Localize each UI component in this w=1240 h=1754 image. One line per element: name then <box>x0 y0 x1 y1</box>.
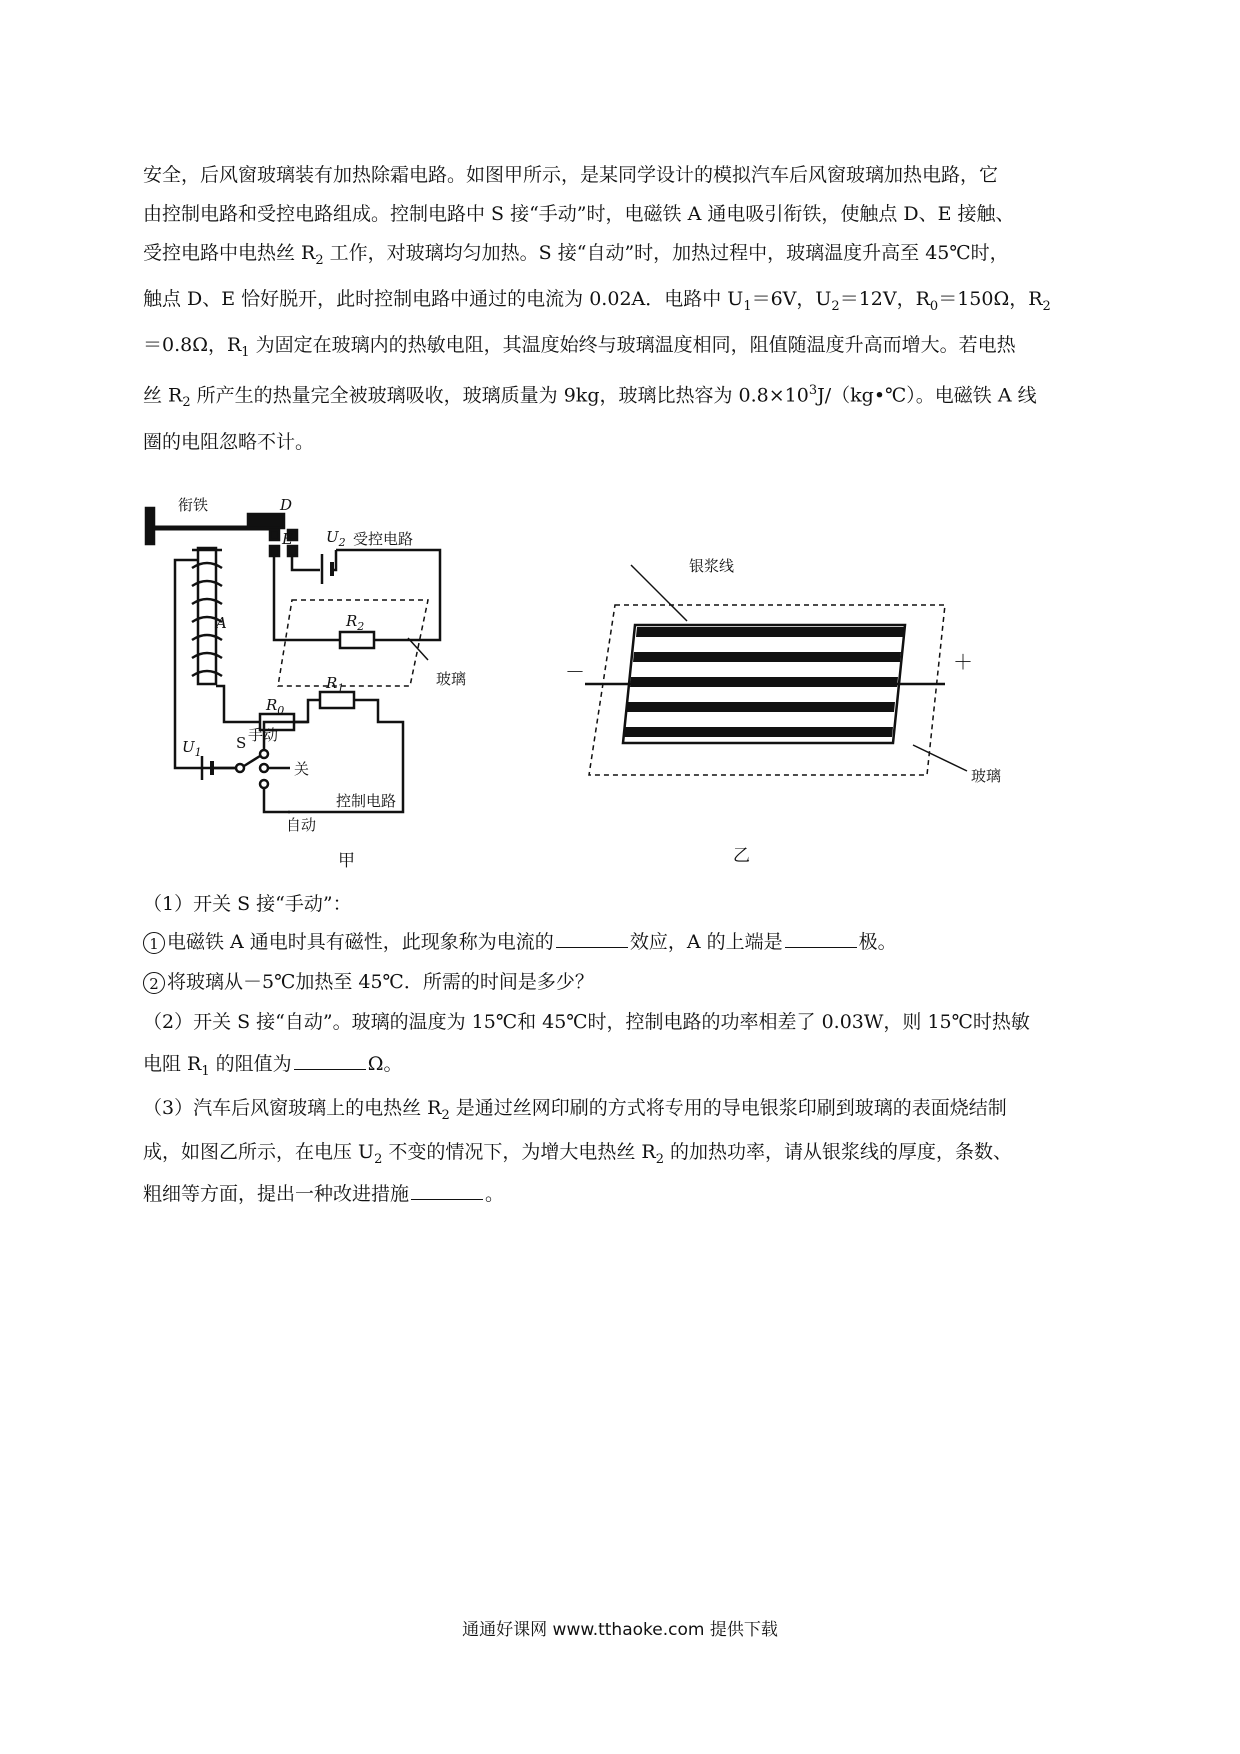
label-silver-line: 银浆线 <box>689 557 735 575</box>
question-1-part-2: 2 将玻璃从－5℃加热至 45℃．所需的时间是多少？ <box>143 968 594 996</box>
question-3-line-1: （3）汽车后风窗玻璃上的电热丝 $R_2$ 是通过丝网印刷的方式将专用的导电银浆印刷到玻璃的表面烧结制 <box>143 1097 1007 1123</box>
label-d: D <box>280 496 293 514</box>
electromagnet-coil <box>192 550 222 676</box>
label-a: A <box>216 614 227 632</box>
label-plus: ＋ <box>953 650 973 674</box>
silver-lines <box>624 627 904 737</box>
figure-yi-glass <box>565 545 1005 870</box>
figure-jia-circuit <box>140 490 560 875</box>
label-u1-subscript: 1 <box>194 746 202 759</box>
label-r2-subscript: 2 <box>357 620 365 633</box>
label-r1-subscript: 1 <box>337 682 345 695</box>
answer-blank-resistance[interactable] <box>294 1051 366 1070</box>
label-r0-subscript: 0 <box>277 704 285 717</box>
circled-number-1: 1 <box>143 932 165 954</box>
switch-s-pivot <box>236 764 244 772</box>
resistor-r2 <box>340 632 374 648</box>
figure-jia-caption: 甲 <box>338 851 355 871</box>
answer-blank-measure[interactable] <box>411 1181 483 1200</box>
label-glass: 玻璃 <box>436 670 467 688</box>
contact-d <box>270 530 279 540</box>
intro-line-4: 触点 D、E 恰好脱开，此时控制电路中通过的电流为 0.02A．电路中 $U_1=6V$，$U_2=12V$，$R_0=150\Omega$，$R_2$ <box>143 287 1051 314</box>
page-footer: 通通好课网 www.tthaoke.com 提供下载 <box>462 1620 778 1640</box>
intro-line-6: 丝 $R_2$ 所产生的热量完全被玻璃吸收，玻璃质量为 9kg，玻璃比热容为 $0.8\times 10^3J/(kg•℃)$。电磁铁 A 线 <box>143 383 1037 411</box>
label-armature: 衔铁 <box>178 496 209 514</box>
intro-line-1: 安全，后风窗玻璃装有加热除霜电路。如图甲所示，是某同学设计的模拟汽车后风窗玻璃加热电路，它 <box>143 164 999 186</box>
label-minus: － <box>565 660 585 684</box>
question-3-line-2: 成，如图乙所示，在电压 $U_2$ 不变的情况下，为增大电热丝 $R_2$ 的加热功率，请从银浆线的厚度，条数、 <box>143 1141 1013 1167</box>
question-2-line-2: 电阻 $R_1$ 的阻值为 Ω。 <box>143 1053 403 1079</box>
contact-e <box>270 546 279 556</box>
question-1: （1）开关 S 接“手动”： <box>143 893 352 915</box>
intro-line-3: 受控电路中电热丝 $R_2$ 工作，对玻璃均匀加热。S 接“自动”时，加热过程中，玻璃温度升高至 45℃时， <box>143 242 1009 268</box>
question-3-line-3: 粗细等方面，提出一种改进措施 。 <box>143 1183 505 1205</box>
label-off: 关 <box>294 760 310 778</box>
answer-blank-effect[interactable] <box>556 929 628 948</box>
figure-yi-caption: 乙 <box>733 846 750 866</box>
label-e: E <box>282 530 293 548</box>
label-auto: 自动 <box>286 816 317 834</box>
problem-intro <box>143 156 1128 462</box>
answer-blank-pole[interactable] <box>785 929 857 948</box>
label-u2-subscript: 2 <box>338 536 346 549</box>
label-r0: $R_0$ <box>266 696 285 717</box>
intro-line-2: 由控制电路和受控电路组成。控制电路中 S 接“手动”时，电磁铁 A 通电吸引衔铁，使触点 D、E 接触、 <box>143 203 1015 225</box>
armature-post <box>146 508 154 544</box>
label-glass-yi: 玻璃 <box>971 767 1002 785</box>
label-u2: $U_2$ <box>326 528 346 549</box>
label-control-circuit: 控制电路 <box>336 792 397 810</box>
label-controlled-circuit: 受控电路 <box>353 530 414 548</box>
label-manual: 手动 <box>248 726 279 744</box>
question-1-part-1: 1 电磁铁 A 通电时具有磁性，此现象称为电流的 效应，A 的上端是 极。 <box>143 928 897 956</box>
intro-line-7: 圈的电阻忽略不计。 <box>143 430 315 453</box>
label-s: S <box>236 734 247 752</box>
intro-line-5: ＝0.8Ω，$R_1$ 为固定在玻璃内的热敏电阻，其温度始终与玻璃温度相同，阻值随温度升高而增大。若电热 <box>143 333 1016 360</box>
label-u1: $U_1$ <box>182 738 202 759</box>
circled-number-2: 2 <box>143 972 165 994</box>
label-r1: $R_1$ <box>326 674 345 695</box>
label-r2: $R_2$ <box>346 612 365 633</box>
question-2-line-1: （2）开关 S 接“自动”。玻璃的温度为 15℃和 45℃时，控制电路的功率相差了 0.03W，则 15℃时热敏 <box>143 1011 1030 1033</box>
